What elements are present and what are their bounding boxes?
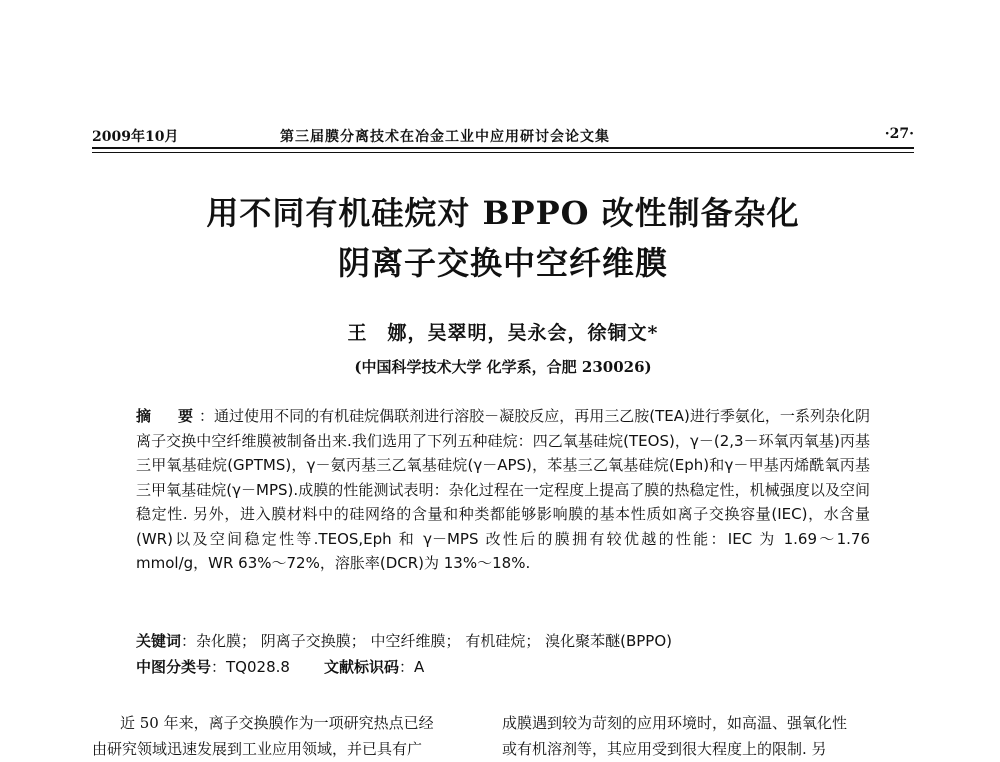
clc-label: 中图分类号 xyxy=(136,658,212,676)
body-right-line: 或有机溶剂等，其应用受到很大程度上的限制. 另 xyxy=(502,740,827,758)
running-header xyxy=(92,124,914,148)
doc-code-label: 文献标识码 xyxy=(323,658,399,676)
author-list: 王 娜，吴翠明，吴永会，徐铜文* xyxy=(347,322,659,344)
paper-title-line-1: 用不同有机硅烷对 BPPO 改性制备杂化 xyxy=(206,194,800,232)
header-rule-thin xyxy=(92,152,914,153)
body-left-column xyxy=(92,710,502,762)
body-left-line: 近 50 年来，离子交换膜作为一项研究热点已经 xyxy=(120,714,434,732)
keywords-label: 关键词 xyxy=(136,632,182,650)
body-left-line: 由研究领域迅速发展到工业应用领域，并已具有广 xyxy=(92,740,423,758)
abstract xyxy=(136,404,870,576)
keywords xyxy=(136,630,870,651)
header-rule-thick xyxy=(92,147,914,149)
body-right-column xyxy=(502,710,912,762)
body-right-line: 成膜遇到较为苛刻的应用环境时，如高温、强氧化性 xyxy=(502,714,848,732)
abstract-text: ：通过使用不同的有机硅烷偶联剂进行溶胶－凝胶反应，再用三乙胺(TEA)进行季氨化，一系列杂化阴离子交换中空纤维膜被制备出来.我们选用了下列五种硅烷：四乙氧基硅烷(TEOS)，γ－(2,3－环氧丙氧基)丙基三甲氧基硅烷(GPTMS)，γ－氨丙基三乙氧基硅烷(γ－APS)，苯基三乙氧基硅烷(Eph)和γ－甲基丙烯酰氧丙基三甲氧基硅烷(γ－MPS).成膜的性能测试表明：杂化过程在一定程度上提高了膜的热稳定性，机械强度以及空间稳定性. 另外，进入膜材料中的硅网络的含量和种类都能够影响膜的基本性质如离子交换容量(IEC)，水含量(WR)以及空间稳定性等.TEOS,Eph 和 γ－MPS 改性后的膜拥有较优越的性能：IEC 为 1.69～1.76 mmol/g，WR 63%～72%，溶胀率(DCR)为 13%～18%. xyxy=(136,407,870,572)
classification-line xyxy=(136,656,870,677)
affiliation: (中国科学技术大学 化学系，合肥 230026) xyxy=(354,358,652,376)
doc-code-value: ：A xyxy=(398,658,425,676)
header-conference: 第三届膜分离技术在冶金工业中应用研讨会论文集 xyxy=(280,129,610,145)
header-date: 2009年10月 xyxy=(92,129,179,145)
keywords-text: ：杂化膜； 阴离子交换膜； 中空纤维膜； 有机硅烷； 溴化聚苯醚(BPPO) xyxy=(181,632,672,650)
abstract-label: 摘 要 xyxy=(136,407,200,425)
header-page-number: ·27· xyxy=(884,126,914,142)
clc-value: ：TQ028.8 xyxy=(211,658,290,676)
paper-title-line-2: 阴离子交换中空纤维膜 xyxy=(337,244,668,282)
